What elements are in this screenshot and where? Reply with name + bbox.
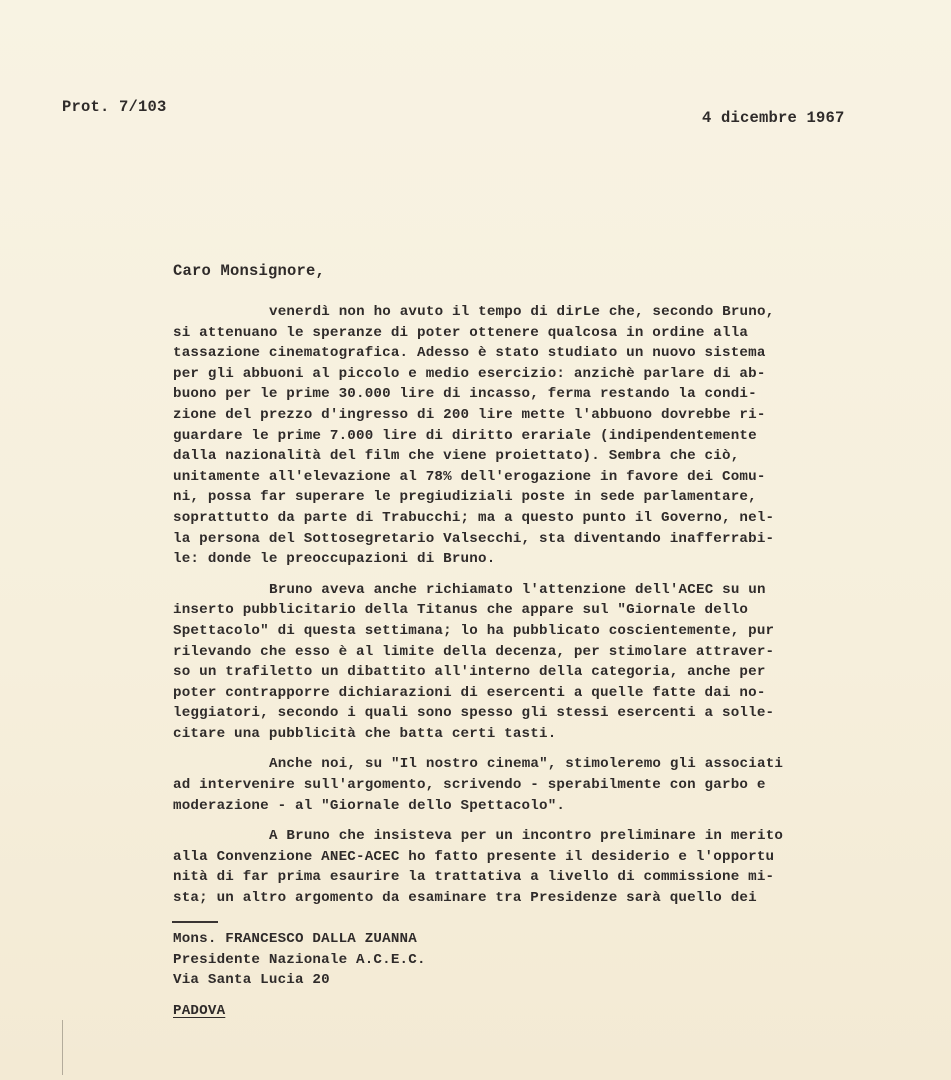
text-line: nità di far prima esaurire la trattativa a livello di commissione mi-: [173, 869, 775, 886]
text-line: Bruno aveva anche richiamato l'attenzione dell'ACEC su un: [269, 581, 766, 598]
text-line: venerdì non ho avuto il tempo di dirLe che, secondo Bruno,: [269, 304, 775, 320]
recipient-city: PADOVA: [173, 1003, 226, 1019]
text-line: citare una pubblicità che batta certi tasti.: [173, 725, 557, 742]
salutation: Caro Monsignore,: [173, 262, 326, 280]
paragraph-tax: [173, 302, 885, 570]
text-line: A Bruno che insisteva per un incontro preliminare in merito: [269, 828, 784, 845]
text-line: so un trafiletto un dibattito all'interno della categoria, anche per: [173, 664, 766, 681]
recipient-street: Via Santa Lucia 20: [173, 972, 330, 988]
text-line: Spettacolo" di questa settimana; lo ha pubblicato coscientemente, pur: [173, 622, 775, 639]
paragraph-titanus: [173, 580, 885, 745]
paragraph-nostro-cinema: [173, 754, 885, 816]
address-divider: [172, 921, 218, 923]
text-line: la persona del Sottosegretario Valsecchi, sta diventando inafferrabi-: [173, 530, 775, 547]
text-line: le: donde le preoccupazioni di Bruno.: [173, 551, 496, 568]
protocol-number: Prot. 7/103: [62, 98, 167, 116]
text-line: leggiatori, secondo i quali sono spesso gli stessi esercenti a solle-: [173, 705, 775, 722]
margin-mark: [62, 1020, 63, 1075]
text-line: sta; un altro argomento da esaminare tra Presidenze sarà quello dei: [173, 890, 757, 907]
paragraph-convenzione: [173, 826, 885, 908]
text-line: ad intervenire sull'argomento, scrivendo - sperabilmente con garbo e: [173, 777, 766, 794]
text-line: alla Convenzione ANEC-ACEC ho fatto presente il desiderio e l'opportu: [173, 848, 775, 865]
text-line: zione del prezzo d'ingresso di 200 lire mette l'abbuono dovrebbe ri-: [173, 406, 766, 423]
recipient-address: [173, 929, 426, 991]
text-line: guardare le prime 7.000 lire di diritto erariale (indipendentemente: [173, 427, 757, 444]
text-line: buono per le prime 30.000 lire di incasso, ferma restando la condi-: [173, 386, 757, 403]
text-line: Anche noi, su "Il nostro cinema", stimoleremo gli associati: [269, 756, 784, 773]
letter-body: [173, 302, 885, 919]
text-line: si attenuano le speranze di poter ottenere qualcosa in ordine alla: [173, 324, 749, 341]
text-line: per gli abbuoni al piccolo e medio esercizio: anzichè parlare di ab-: [173, 365, 766, 382]
text-line: soprattutto da parte di Trabucchi; ma a questo punto il Governo, nel-: [173, 509, 775, 526]
text-line: ni, possa far superare le pregiudiziali poste in sede parlamentare,: [173, 489, 757, 506]
letter-date: 4 dicembre 1967: [702, 109, 845, 127]
recipient-name: Mons. FRANCESCO DALLA ZUANNA: [173, 931, 417, 947]
text-line: poter contrapporre dichiarazioni di esercenti a quelle fatte dai no-: [173, 684, 766, 701]
text-line: rilevando che esso è al limite della decenza, per stimolare attraver-: [173, 643, 775, 660]
text-line: unitamente all'elevazione al 78% dell'erogazione in favore dei Comu-: [173, 468, 766, 485]
recipient-title: Presidente Nazionale A.C.E.C.: [173, 951, 426, 968]
text-line: tassazione cinematografica. Adesso è stato studiato un nuovo sistema: [173, 345, 766, 362]
text-line: dalla nazionalità del film che viene proiettato). Sembra che ciò,: [173, 448, 740, 465]
text-line: moderazione - al "Giornale dello Spettacolo".: [173, 797, 566, 814]
text-line: inserto pubblicitario della Titanus che appare sul "Giornale dello: [173, 602, 749, 619]
